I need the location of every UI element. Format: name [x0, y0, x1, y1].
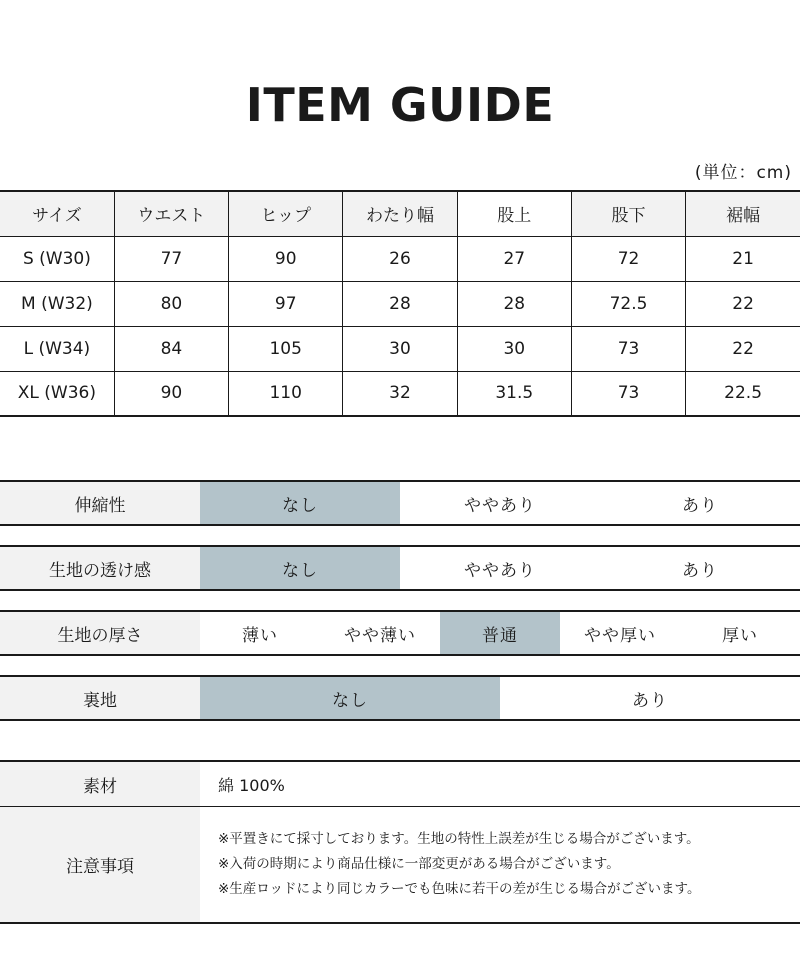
rating-option: やや薄い: [344, 625, 416, 646]
table-cell: 105: [229, 326, 343, 371]
notes-text: [200, 807, 800, 922]
rating-label: 生地の透け感: [0, 547, 200, 589]
rating-label: 伸縮性: [0, 482, 200, 524]
table-cell: 21: [686, 236, 800, 281]
note-line: ※生産ロッドにより同じカラーでも色味に若干の差が生じる場合がございます。: [218, 881, 701, 897]
table-cell: 26: [343, 236, 457, 281]
rating-options: [200, 677, 800, 719]
table-cell: 22: [686, 326, 800, 371]
size-table-header: [0, 191, 800, 236]
header-inseam: 股下: [571, 191, 685, 236]
table-cell: L (W34): [0, 326, 114, 371]
table-cell: 28: [343, 281, 457, 326]
material-value: 綿 100%: [218, 775, 285, 795]
note-line: ※入荷の時期により商品仕様に一部変更がある場合がございます。: [218, 856, 620, 872]
rating-option: 厚い: [722, 625, 758, 646]
size-table: [0, 190, 800, 417]
header-hip: ヒップ: [229, 191, 343, 236]
rating-lining: [0, 675, 800, 721]
table-cell: 110: [229, 371, 343, 416]
table-cell: 72: [571, 236, 685, 281]
rating-option: なし: [200, 482, 400, 524]
rating-option: あり: [632, 690, 668, 711]
rating-option: 薄い: [242, 625, 278, 646]
notes-row: [0, 806, 800, 922]
info-table: [0, 760, 800, 924]
header-thigh: わたり幅: [343, 191, 457, 236]
rating-thickness: [0, 610, 800, 656]
table-row: [0, 281, 800, 326]
table-cell: 28: [457, 281, 571, 326]
table-row: [0, 236, 800, 281]
table-cell: 90: [114, 371, 228, 416]
rating-label: 裏地: [0, 677, 200, 719]
table-cell: 77: [114, 236, 228, 281]
header-waist: ウエスト: [114, 191, 228, 236]
rating-option: 普通: [440, 612, 560, 654]
rating-options: [200, 612, 800, 654]
rating-option: やや厚い: [584, 625, 656, 646]
unit-label: (単位：cm): [694, 163, 792, 183]
table-cell: 30: [457, 326, 571, 371]
rating-option: ややあり: [464, 560, 536, 581]
header-size: サイズ: [0, 191, 114, 236]
table-cell: 32: [343, 371, 457, 416]
rating-option: あり: [682, 560, 718, 581]
header-hem: 裾幅: [686, 191, 800, 236]
table-cell: 22: [686, 281, 800, 326]
material-row: [0, 762, 800, 806]
table-cell: 97: [229, 281, 343, 326]
table-cell: XL (W36): [0, 371, 114, 416]
note-line: ※平置きにて採寸しております。生地の特性上誤差が生じる場合がございます。: [218, 831, 700, 847]
table-row: [0, 326, 800, 371]
notes-label: 注意事項: [0, 807, 200, 922]
rating-stretch: [0, 480, 800, 526]
table-cell: S (W30): [0, 236, 114, 281]
table-cell: 80: [114, 281, 228, 326]
table-row: [0, 371, 800, 416]
table-cell: 22.5: [686, 371, 800, 416]
rating-option: なし: [200, 677, 500, 719]
table-cell: 90: [229, 236, 343, 281]
rating-options: [200, 482, 800, 524]
rating-options: [200, 547, 800, 589]
table-cell: 73: [571, 371, 685, 416]
rating-label: 生地の厚さ: [0, 612, 200, 654]
rating-option: ややあり: [464, 495, 536, 516]
table-cell: 72.5: [571, 281, 685, 326]
rating-transparency: [0, 545, 800, 591]
table-cell: 31.5: [457, 371, 571, 416]
rating-option: なし: [200, 547, 400, 589]
table-cell: 30: [343, 326, 457, 371]
header-rise: 股上: [457, 191, 571, 236]
page-title: ITEM GUIDE: [245, 78, 555, 132]
rating-option: あり: [682, 495, 718, 516]
table-cell: M (W32): [0, 281, 114, 326]
material-label: 素材: [0, 762, 200, 806]
table-cell: 27: [457, 236, 571, 281]
table-cell: 84: [114, 326, 228, 371]
table-cell: 73: [571, 326, 685, 371]
